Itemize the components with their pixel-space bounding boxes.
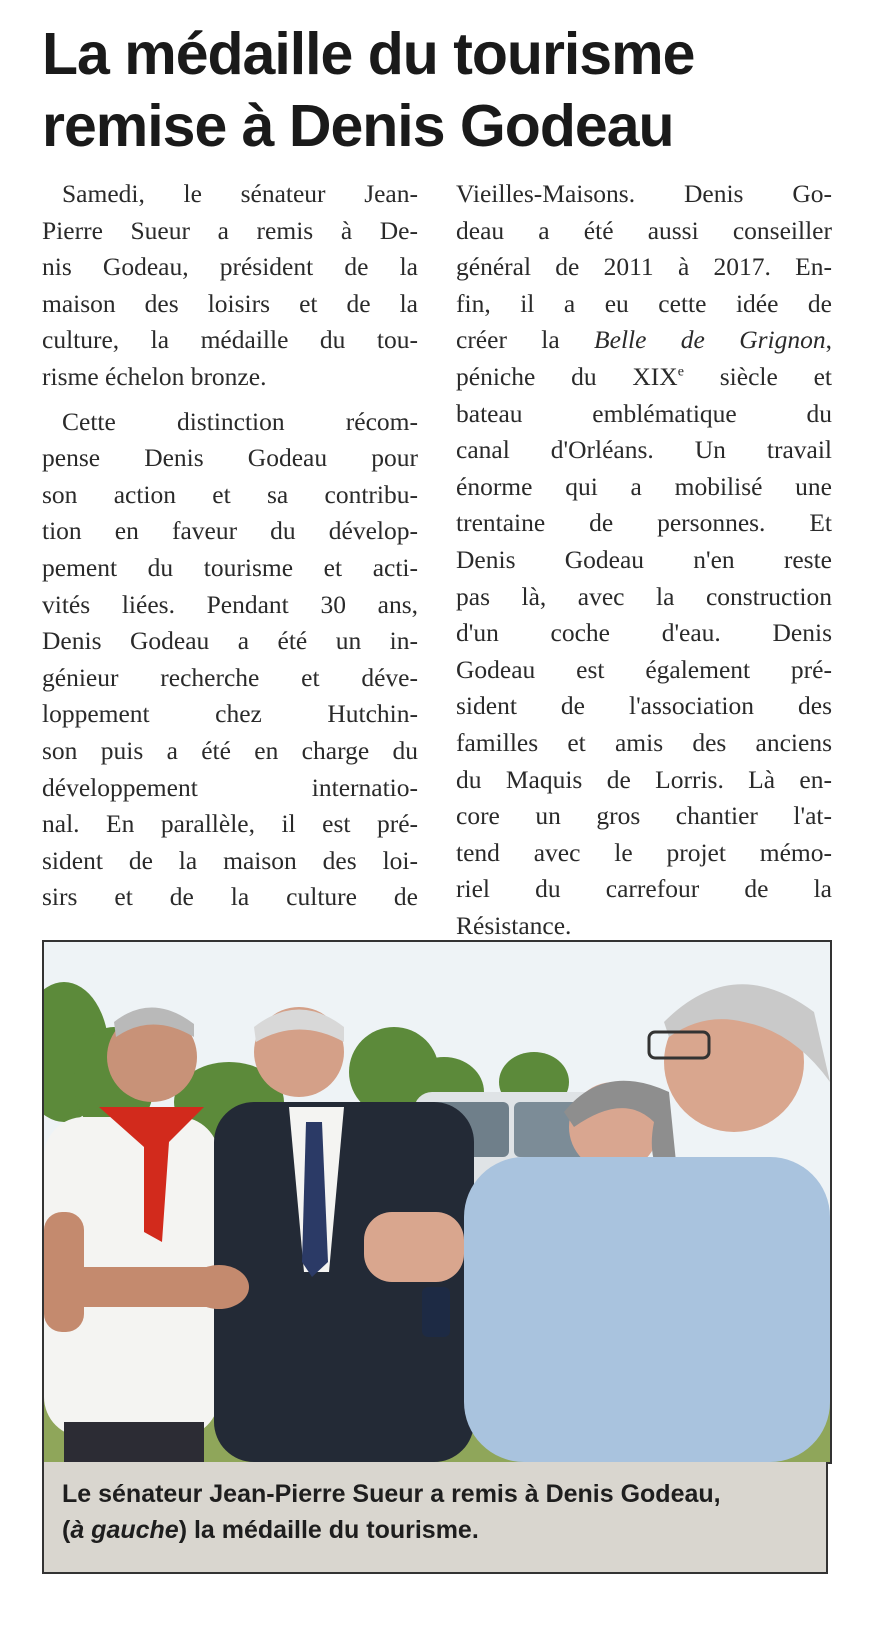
article-text-line: trentaine de personnes. Et — [456, 508, 832, 538]
article-text-line: pas là, avec la construction — [456, 581, 832, 611]
caption-italic: à gauche — [70, 1516, 179, 1544]
article-text-line: Denis Godeau a été un in- — [42, 626, 418, 656]
article-text-line: Samedi, le sénateur Jean- — [62, 179, 418, 208]
article-text-line: tend avec le projet mémo- — [456, 837, 832, 867]
article-text-line: son action et sa contribu- — [42, 479, 418, 509]
article-text-line: core un gros chantier l'at- — [456, 801, 832, 831]
article-text-line: pense Denis Godeau pour — [42, 443, 418, 473]
article-text-line: général de 2011 à 2017. En- — [456, 252, 832, 282]
article-text-line: bateau emblématique du — [456, 398, 832, 428]
article-text-line: développement internatio- — [42, 772, 418, 802]
article-text-line: énorme qui a mobilisé une — [456, 471, 832, 501]
caption-line-2-open: ( — [62, 1516, 71, 1544]
article-text-line: loppement chez Hutchin- — [42, 699, 418, 729]
article-text-line: familles et amis des anciens — [456, 727, 832, 757]
article-text-line: créer la Belle de Grignon, — [456, 325, 832, 355]
article-text-line: Denis Godeau n'en reste — [456, 544, 832, 574]
article-text-line: Cette distinction récom- — [62, 406, 418, 436]
article-text-line: culture, la médaille du tou- — [42, 325, 418, 355]
article-text-line: Pierre Sueur a remis à De- — [42, 215, 418, 245]
article-column-right — [456, 176, 832, 944]
article-text-line: canal d'Orléans. Un travail — [456, 435, 832, 465]
article-text-line: du Maquis de Lorris. Là en- — [456, 764, 832, 794]
ship-name: Belle de Grignon — [594, 325, 826, 355]
photo-illustration — [44, 942, 830, 1462]
article-text-line: Godeau est également pré- — [456, 654, 832, 684]
article-text-line: Résistance. — [456, 910, 572, 940]
article-column-left — [42, 176, 418, 916]
article-text-line: sident de la maison des loi- — [42, 845, 418, 875]
century-suffix: e — [677, 364, 684, 380]
article-text-line: nis Godeau, président de la — [42, 252, 418, 282]
article-text-line: sident de l'association des — [456, 691, 832, 721]
article-text-line: risme échelon bronze. — [42, 361, 267, 391]
headline-line: remise à Denis Godeau — [42, 93, 674, 159]
article-text-line: péniche du XIXe siècle et — [456, 361, 832, 391]
article-text-line: pement du tourisme et acti- — [42, 552, 418, 582]
article-text-line: d'un coche d'eau. Denis — [456, 618, 832, 648]
headline — [42, 18, 862, 162]
article-text-line: Vieilles-Maisons. Denis Go- — [456, 179, 832, 208]
headline-line: La médaille du tourisme — [42, 21, 695, 87]
article-text-line: vités liées. Pendant 30 ans, — [42, 589, 418, 619]
article-text-line: génieur recherche et déve- — [42, 662, 418, 692]
article-text-line: nal. En parallèle, il est pré- — [42, 809, 418, 839]
article-text-line: deau a été aussi conseiller — [456, 215, 832, 245]
article-photo — [42, 940, 832, 1464]
article-text-line: fin, il a eu cette idée de — [456, 288, 832, 318]
caption-line-2-rest: ) la médaille du tourisme. — [178, 1516, 479, 1544]
article-text-line: sirs et de la culture de — [42, 882, 418, 912]
article-text-line: riel du carrefour de la — [456, 874, 832, 904]
paragraph-gap — [42, 396, 418, 404]
caption-line-1: Le sénateur Jean-Pierre Sueur a remis à Denis Godeau, — [62, 1480, 721, 1508]
article-text-line: maison des loisirs et de la — [42, 288, 418, 318]
article-text-line: tion en faveur du dévelop- — [42, 516, 418, 546]
article-text-line: son puis a été en charge du — [42, 735, 418, 765]
photo-caption — [42, 1462, 828, 1574]
